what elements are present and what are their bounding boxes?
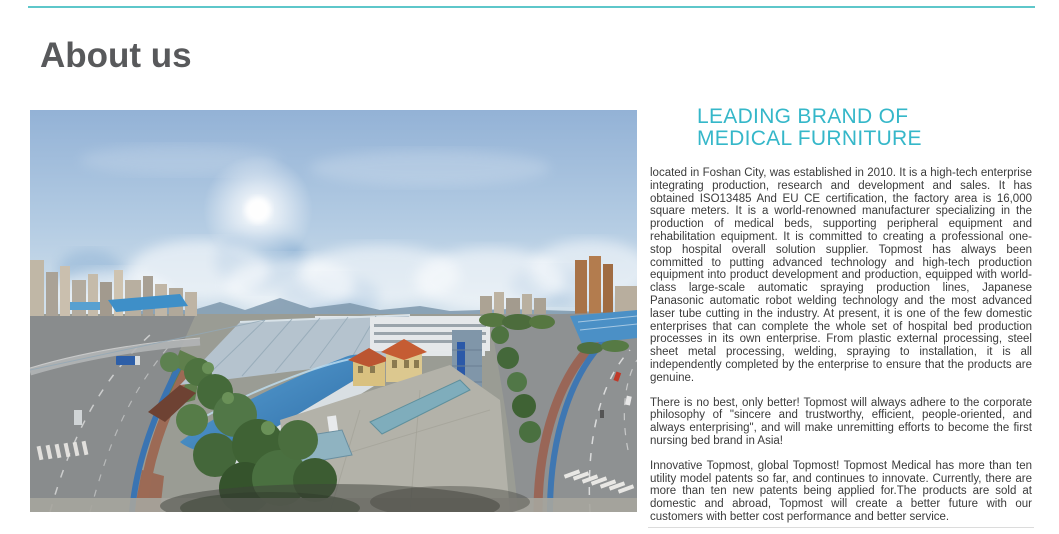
about-paragraph-1: located in Foshan City, was established in 2010. It is a high-tech enterprise integrating production, research and development and sales. It has obtained ISO13485 And EU CE certification, the factory area is 16,000 square meters. It is a world-renowned manufacturer specializing in the production of medical beds, supporting peripheral equipment and rehabilitation equipment. It is committed to creating a professional one-stop hospital overall solution supplier. Topmost has always been committed to putting advanced technology and high-tech production equipment into product development and production, equipped with world-class large-scale automatic spraying production lines, Japanese Panasonic automatic robot welding technology and the most advanced laser tube cutting in the industry. At present, it is one of the few domestic enterprises that can complete the whole set of hospital bed production processes in its own enterprise. From plastic external processing, steel sheet metal processing, welding, spraying to installation, it is all independently completed by the enterprise to ensure that the products are genuine. bbox=[650, 167, 1032, 384]
about-paragraph-3: Innovative Topmost, global Topmost! Topmost Medical has more than ten utility model patents so far, and continues to innovate. Currently, there are more than ten new patents being applied for.The products are sold at domestic and abroad, Topmost will create a better future with our customers with better cost performance and better service. bbox=[650, 459, 1032, 523]
page-title: About us bbox=[40, 36, 192, 75]
about-text-column bbox=[650, 106, 1032, 524]
about-paragraph-2: There is no best, only better! Topmost will always adhere to the corporate philosophy of "sincere and trustworthy, efficient, people-oriented, and always enterprising", and will make unremitting efforts to become the first nursing bed brand in Asia! bbox=[650, 396, 1032, 447]
section-heading-line1: LEADING BRAND OF bbox=[697, 105, 909, 128]
bottom-divider bbox=[648, 527, 1034, 528]
section-heading-line2: MEDICAL FURNITURE bbox=[697, 127, 922, 150]
factory-aerial-photo bbox=[30, 110, 637, 512]
top-accent-divider bbox=[28, 6, 1035, 8]
about-body bbox=[650, 167, 1032, 524]
section-heading bbox=[697, 106, 1032, 150]
factory-aerial-panorama-illustration bbox=[30, 110, 637, 512]
